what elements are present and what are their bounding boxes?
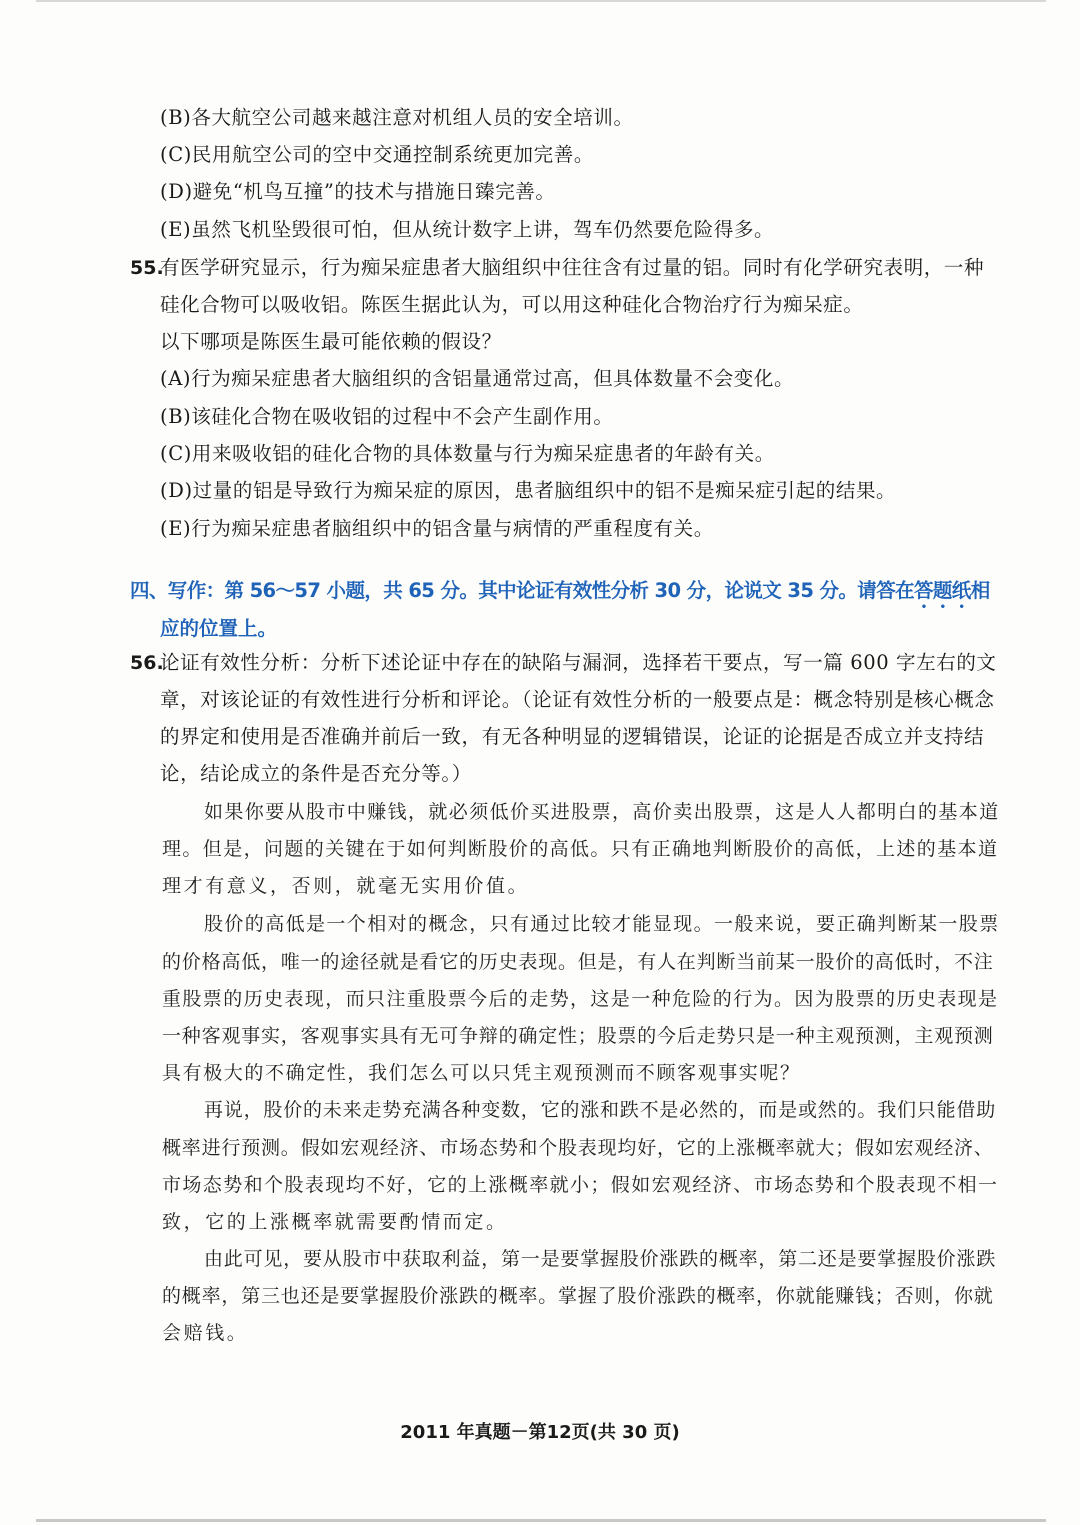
q54-option-c: (C)民用航空公司的空中交通控制系统更加完善。 [160, 143, 594, 166]
q55-question: 以下哪项是陈医生最可能依赖的假设？ [160, 330, 502, 353]
q56-intro-line3: 的界定和使用是否准确并前后一致，有无各种明显的逻辑错误，论证的论据是否成立并支持结 [160, 725, 985, 748]
passage-p2-line2: 的价格高低，唯一的途径就是看它的历史表现。但是，有人在判断当前某一股价的高低时，不注 [162, 951, 994, 973]
q56-intro-line4: 论，结论成立的条件是否充分等。） [160, 762, 472, 785]
section-4-heading-line2: 应的位置上。 [160, 617, 278, 640]
section-4-heading-main: 四、写作：第 56～57 小题，共 65 分。其中论证有效性分析 30 分，论说文 35 分。请答在 [130, 579, 914, 602]
bottom-border-line [36, 1519, 1046, 1522]
q55-number: 55. [130, 257, 164, 279]
q56-number: 56. [130, 652, 164, 674]
passage-p2-line5: 具有极大的不确定性，我们怎么可以只凭主观预测而不顾客观事实呢？ [162, 1062, 801, 1084]
passage-p3-line3: 市场态势和个股表现均不好，它的上涨概率就小；假如宏观经济、市场态势和个股表现不相一 [162, 1174, 999, 1196]
passage-p1-line1: 如果你要从股市中赚钱，就必须低价买进股票，高价卖出股票，这是人人都明白的基本道 [204, 801, 1000, 823]
q56-intro-line2: 章，对该论证的有效性进行分析和评论。（论证有效性分析的一般要点是：概念特别是核心概念 [160, 688, 995, 711]
passage-p3-line2: 概率进行预测。假如宏观经济、市场态势和个股表现均好，它的上涨概率就大；假如宏观经济、 [162, 1137, 994, 1159]
q55-option-c: (C)用来吸收铝的硅化合物的具体数量与行为痴呆症患者的年龄有关。 [160, 442, 775, 465]
q55-stem-line1: 有医学研究显示，行为痴呆症患者大脑组织中往往含有过量的铝。同时有化学研究表明，一种 [160, 256, 985, 279]
section-4-heading-end: 相 [970, 579, 990, 602]
passage-p3-line4: 致，它的上涨概率就需要酌情而定。 [162, 1211, 508, 1233]
passage-p4-line3: 会赔钱。 [162, 1322, 249, 1344]
q55-option-d: (D)过量的铝是导致行为痴呆症的原因，患者脑组织中的铝不是痴呆症引起的结果。 [160, 479, 897, 502]
passage-p3-line1: 再说，股价的未来走势充满各种变数，它的涨和跌不是必然的，而是或然的。我们只能借助 [204, 1099, 997, 1121]
passage-p2-line1: 股价的高低是一个相对的概念，只有通过比较才能显现。一般来说，要正确判断某一股票 [204, 913, 1000, 935]
q56-intro-line1: 论证有效性分析：分析下述论证中存在的缺陷与漏洞，选择若干要点，写一篇 600 字左右的文 [160, 651, 997, 674]
passage-p1-line2: 理。但是，问题的关键在于如何判断股价的高低。只有正确地判断股价的高低，上述的基本道 [162, 838, 999, 860]
passage-p4-line1: 由此可见，要从股市中获取利益，第一是要掌握股价涨跌的概率，第二还是要掌握股价涨跌 [204, 1248, 997, 1270]
passage-p1-line3: 理才有意义，否则，就毫无实用价值。 [162, 875, 530, 897]
q54-option-d: (D)避免“机鸟互撞”的技术与措施日臻完善。 [160, 180, 556, 203]
passage-p2-line4: 一种客观事实，客观事实具有无可争辩的确定性；股票的今后走势只是一种主观预测，主观预测 [162, 1025, 994, 1047]
passage-p4-line2: 的概率，第三也还是要掌握股价涨跌的概率。掌握了股价涨跌的概率，你就能赚钱；否则，你就 [162, 1285, 994, 1307]
q55-option-e: (E)行为痴呆症患者脑组织中的铝含量与病情的严重程度有关。 [160, 517, 714, 540]
section-4-heading-emphasis: 答题纸 [914, 579, 971, 602]
q54-option-e: (E)虽然飞机坠毁很可怕，但从统计数字上讲，驾车仍然要危险得多。 [160, 218, 775, 241]
top-border-line [36, 0, 1046, 2]
q55-option-a: (A)行为痴呆症患者大脑组织的含铝量通常过高，但具体数量不会变化。 [160, 367, 795, 390]
passage-p2-line3: 重股票的历史表现，而只注重股票今后的走势，这是一种危险的行为。因为股票的历史表现是 [162, 988, 999, 1010]
q55-option-b: (B)该硅化合物在吸收铝的过程中不会产生副作用。 [160, 405, 614, 428]
q55-stem-line2: 硅化合物可以吸收铝。陈医生据此认为，可以用这种硅化合物治疗行为痴呆症。 [160, 293, 864, 316]
q54-option-b: (B)各大航空公司越来越注意对机组人员的安全培训。 [160, 106, 634, 129]
section-4-heading [130, 575, 990, 613]
page-footer: 2011 年真题－第12页(共 30 页) [400, 1422, 680, 1443]
